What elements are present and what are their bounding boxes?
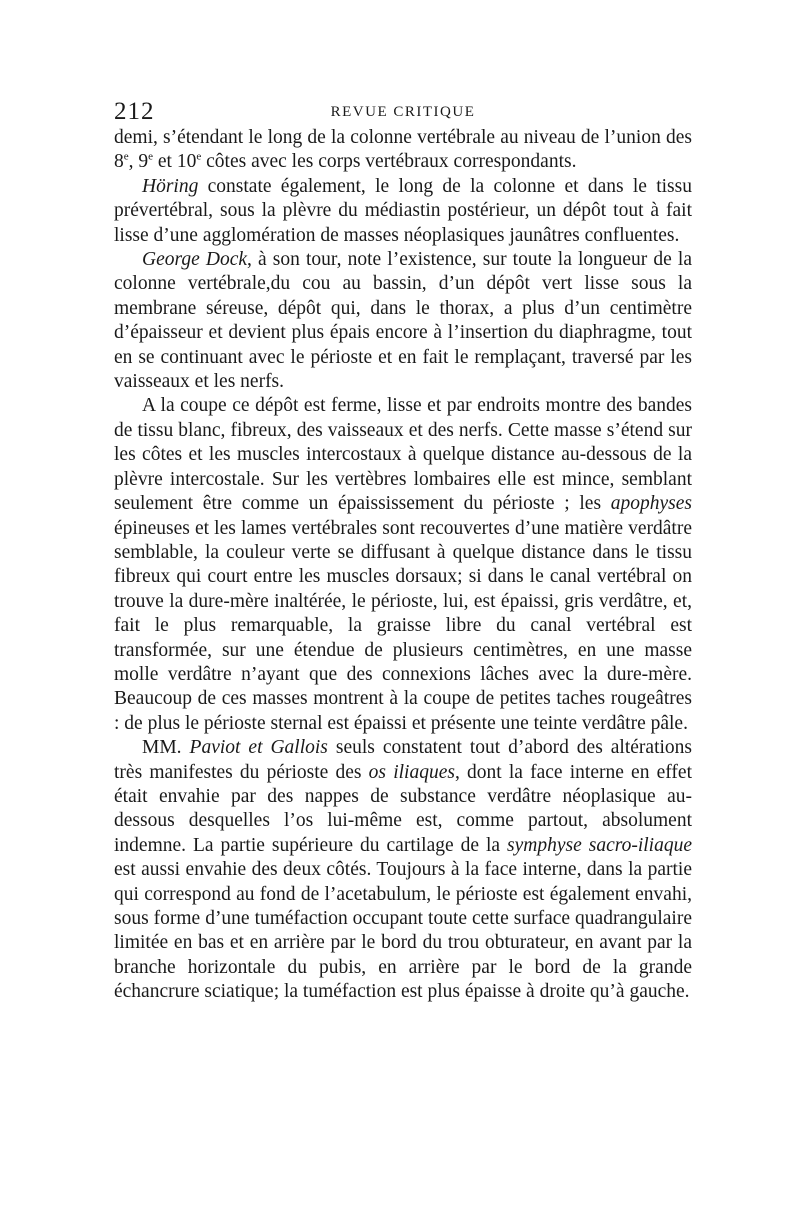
text-run: seuls constatent tout d’abord des altérations très manifestes du périoste des	[114, 737, 692, 783]
paragraph-continuation	[114, 126, 692, 175]
paragraph-paviot-gallois	[114, 736, 692, 1004]
text-run: , 9	[128, 151, 149, 173]
author-name: George Dock	[142, 249, 248, 271]
text-run: est aussi envahie des deux côtés. Toujours à la face interne, dans la partie qui correspond au fond de l’acetabulum, le périoste est également envahi, sous forme d’une tuméfaction occupant toute cette surface quadrangulaire limitée en bas et en arrière par le bord du trou obturateur, en avant par la branche horizontale du pubis, en arrière par le bord de la grande échancrure sciatique; la tuméfaction est plus épaisse à droite qu’à gauche.	[114, 859, 692, 1003]
text-run: épineuses et les lames vertébrales sont recouvertes d’une matière verdâtre semblable, la couleur verte se diffusant à quelque distance dans le tissu fibreux qui court entre les muscles dorsaux; si dans le canal vertébral on trouve la dure-mère inaltérée, le périoste, lui, est épaissi, gris verdâtre, et, fait le plus remarquable, la graisse libre du canal vertébral est transformée, sur une étendue de plusieurs centimètres, en une masse molle verdâtre n’ayant que des connexions lâches avec la dure-mère. Beaucoup de ces masses montrent à la coupe de petites taches rougeâtres : de plus le périoste sternal est épaissi et présente une teinte verdâtre pâle.	[114, 517, 692, 734]
text-run: , dont la face interne en effet était envahie par des nappes de substance verdâtre néoplasique au-dessous desquelles l’os lui-même est, comme partout, absolument indemne. La partie supérieure du cartilage de la	[114, 761, 692, 856]
paragraph-dock	[114, 248, 692, 394]
text-run: constate également, le long de la colonne et dans le tissu prévertébral, sous la plèvre du médiastin postérieur, un dépôt tout à fait lisse d’une agglomération de masses néoplasiques jaunâtres confluentes.	[114, 175, 692, 246]
text-run: MM.	[142, 737, 190, 759]
paragraph-coupe	[114, 394, 692, 736]
running-head: REVUE CRITIQUE	[330, 104, 476, 120]
italic-term: apophyses	[610, 493, 692, 515]
superscript: e	[148, 150, 154, 163]
paragraph-horing	[114, 175, 692, 248]
italic-term: symphyse sacro-iliaque	[507, 834, 692, 856]
body-text	[114, 126, 692, 1005]
page-header	[114, 98, 692, 128]
superscript: e	[123, 150, 129, 163]
page-number: 212	[114, 98, 155, 125]
text-run: demi, s’étendant le long de la colonne vertébrale au niveau de l’union des 8	[114, 127, 692, 173]
superscript: e	[196, 150, 202, 163]
text-run: , à son tour, note l’existence, sur toute la longueur de la colonne vertébrale,du cou au bassin, d’un dépôt vert lisse sous la membrane séreuse, dépôt qui, dans le thorax, a plus d’un centimètre d’épaisseur et devient plus épais encore à l’insertion du diaphragme, tout en se continuant avec le périoste et en fait le remplaçant, traversé par les vaisseaux et les nerfs.	[114, 249, 692, 393]
text-run: A la coupe ce dépôt est ferme, lisse et par endroits montre des bandes de tissu blanc, fibreux, des vaisseaux et des nerfs. Cette masse s’étend sur les côtes et les muscles intercostaux à quelque distance au-dessous de la plèvre intercostale. Sur les vertèbres lombaires elle est mince, semblant seulement être comme un épaississement du périoste ; les	[114, 395, 692, 515]
text-run: et 10	[153, 151, 197, 173]
text-run: côtes avec les corps vertébraux correspondants.	[201, 151, 577, 173]
author-name: Höring	[142, 175, 199, 197]
author-name: Paviot et Gallois	[189, 737, 328, 759]
italic-term: os iliaques	[368, 761, 455, 783]
